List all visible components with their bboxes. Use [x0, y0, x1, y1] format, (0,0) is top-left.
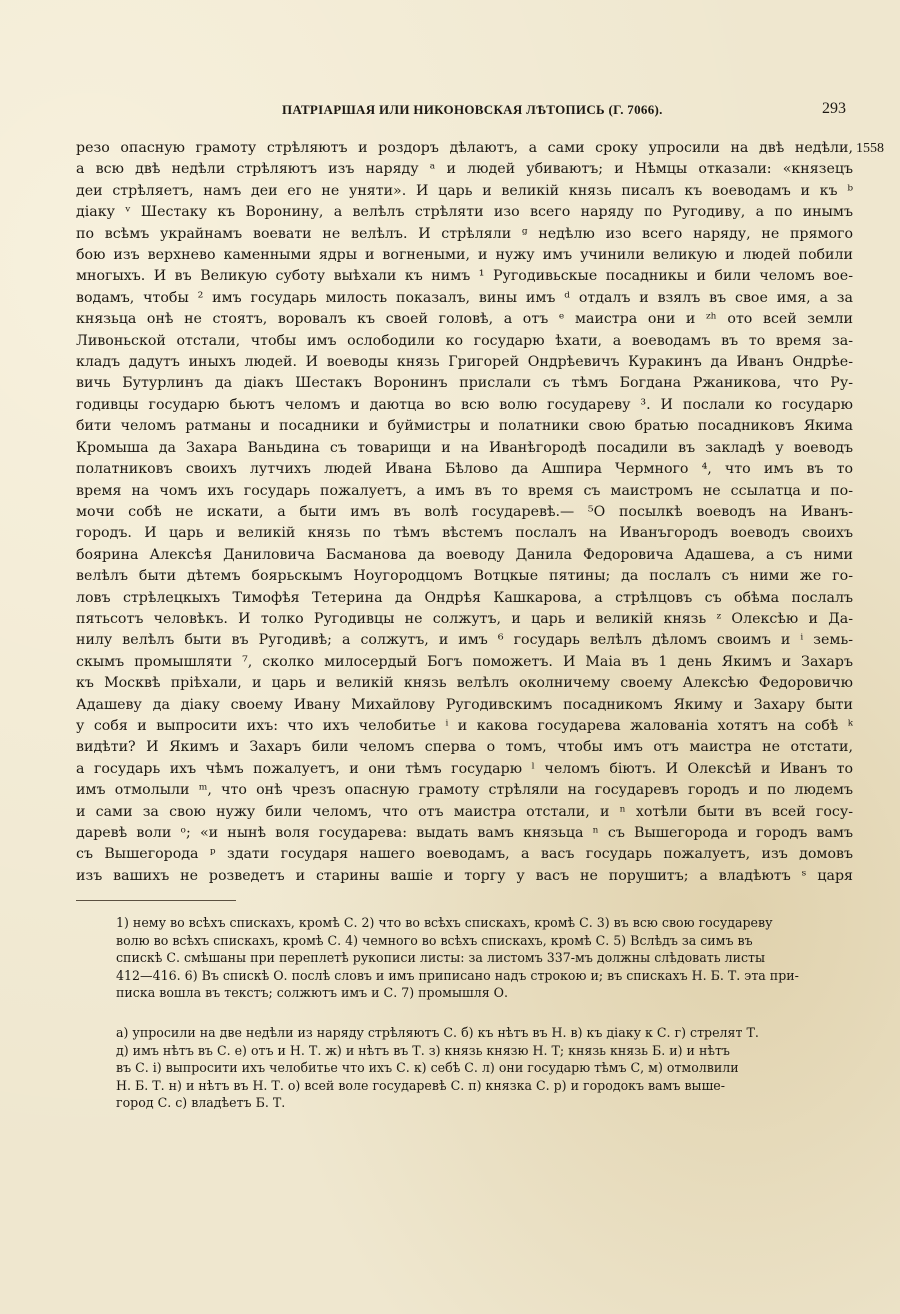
- header-title: ПАТРІАРШАЯ ИЛИ НИКОНОВСКАЯ ЛѢТОПИСЬ (Г. 7066).: [282, 102, 663, 117]
- text-line: Ливоньской отстали, чтобы имъ ослободили ко государю ѣхати, а воеводамъ въ то время за-: [76, 332, 853, 349]
- text-line: кладъ дадутъ иныхъ людей. И воеводы князь Григорей Ондрѣевичъ Куракинъ да Иванъ Ондрѣе-: [76, 354, 853, 371]
- text-line: Кромыша да Захара Ваньдина съ товарищи и на Иванѣгородѣ посадили въ закладѣ у воеводъ: [76, 439, 853, 456]
- text-line: къ Москвѣ пріѣхали, и царь и великій князь велѣлъ околничему своему Алексѣю Федоровичю: [76, 675, 853, 692]
- text-line: мочи собѣ не искати, а быти имъ въ волѣ государевѣ.— ⁵О посылкѣ воеводъ на Иванъ-: [76, 503, 853, 520]
- text-line: многыхъ. И въ Великую суботу выѣхали къ нимъ ¹ Ругодивьскые посадникы и били челомъ вое-: [76, 268, 853, 285]
- text-line: водамъ, чтобы ² имъ государь милость показалъ, вины имъ ᵈ отдалъ и взялъ въ свое имя, а за: [76, 289, 853, 306]
- text-line: у собя и выпросити ихъ: что ихъ челобитье ⁱ и какова государева жалованіа хотятъ на собѣ ᵏ: [76, 717, 853, 734]
- text-line: бою изъ верхнево каменными ядры и вогнеными, и нужу имъ учинили великую и людей побили: [76, 247, 853, 264]
- text-line: полатниковъ своихъ лутчихъ людей Ивана Бѣлово да Ашпира Чермного ⁴, что имъ въ то: [76, 461, 853, 478]
- text-line: вичь Бутурлинъ да діакъ Шестакъ Воронинъ прислали съ тѣмъ Богдана Ржаникова, что Ру-: [76, 375, 853, 392]
- variant-note-line: въ С. і) выпросити ихъ челобитье что ихъ С. к) себѣ С. л) они государю тѣмъ С, м) отмолвили: [116, 1060, 739, 1076]
- footnote-divider: [76, 900, 236, 901]
- text-line: деи стрѣляетъ, намъ деи его не уняти». И царь и великій князь писалъ къ воеводамъ и къ ᵇ: [76, 182, 853, 199]
- text-line: время на чомъ ихъ государь пожалуетъ, а имъ въ то время съ маистромъ не ссылатца и по-: [76, 482, 853, 499]
- text-line: по всѣмъ украйнамъ воевати не велѣлъ. И стрѣляли ᵍ недѣлю изо всего наряду, не прямого: [76, 225, 853, 242]
- text-line: и сами за свою нужу били челомъ, что отъ маистра отстали, и ⁿ хотѣли быти въ всей госу-: [76, 803, 853, 820]
- text-line: годивцы государю бьютъ челомъ и даютца во всю волю государеву ³. И послали ко государю: [76, 396, 853, 413]
- footnote-line: спискѣ С. смѣшаны при переплетѣ рукописи листы: за листомъ 337-мъ должны слѣдовать листы: [116, 950, 766, 966]
- text-line: съ Вышегорода ᵖ здати государя нашего воеводамъ, а васъ государь пожалуетъ, изъ домовъ: [76, 846, 853, 863]
- text-line: резо опасную грамоту стрѣляютъ и роздоръ дѣлаютъ, а сами сроку упросили на двѣ недѣли,: [76, 140, 853, 156]
- text-line: даревѣ воли ᵒ; «и нынѣ воля государева: выдать вамъ князьца ⁿ съ Вышегорода и городъ вамъ: [76, 825, 853, 841]
- text-line: изъ вашихъ не розведетъ и старины вашіе и торгу у васъ не порушитъ; а владѣютъ ˢ царя: [76, 867, 853, 884]
- text-line: имъ отмолыли ᵐ, что онѣ чрезъ опасную грамоту стрѣляли на государевъ городъ и по людемъ: [76, 782, 853, 799]
- text-line: Адашеву да діаку своему Ивану Михайлову Ругодивскимъ посадникомъ Якиму и Захару быти: [76, 696, 853, 713]
- variant-note-line: д) имъ нѣтъ въ С. е) отъ и Н. Т. ж) и нѣтъ въ Т. з) князь князю Н. Т; князь князь Б. и) и нѣтъ: [116, 1042, 730, 1058]
- margin-year: 1558: [856, 141, 884, 156]
- footnotes-lettered: [116, 1024, 853, 1112]
- text-line: скымъ промышляти ⁷, сколко милосердый Богъ поможетъ. И Маіа въ 1 день Якимъ и Захаръ: [76, 653, 853, 670]
- text-line: бити челомъ ратманы и посадники и буймистры и полатники свою братью посадниковъ Якима: [76, 418, 853, 435]
- text-line: нилу велѣлъ быти въ Ругодивѣ; а солжутъ, и имъ ⁶ государь велѣлъ дѣломъ своимъ и ⁱ земь-: [76, 632, 853, 649]
- text-line: велѣлъ быти дѣтемъ боярьскымъ Ноугородцомъ Вотцкые пятины; да послалъ съ ними же го-: [76, 568, 853, 585]
- footnotes-numbered: [116, 914, 853, 1002]
- variant-note-line: Н. Б. Т. н) и нѣтъ въ Н. Т. о) всей воле государевѣ С. п) князка С. р) и городокъ вамъ выше-: [116, 1077, 725, 1093]
- text-line: а всю двѣ недѣли стрѣляютъ изъ наряду ᵃ и людей убиваютъ; и Нѣмцы отказали: «князецъ: [76, 161, 853, 178]
- running-header: [0, 102, 900, 126]
- main-text-body: [76, 138, 853, 887]
- text-line: діаку ᵛ Шестаку къ Воронину, а велѣлъ стрѣляти изо всего наряду по Ругодиву, а по инымъ: [76, 204, 853, 221]
- page-number: 293: [822, 100, 846, 117]
- text-line: боярина Алексѣя Даниловича Басманова да воеводу Данила Федоровича Адашева, а съ ними: [76, 546, 853, 563]
- footnote-line: писка вошла въ текстъ; солжютъ имъ и С. 7) промышля О.: [116, 985, 508, 1001]
- variant-note-line: город С. с) владѣетъ Б. Т.: [116, 1095, 286, 1111]
- text-line: пятьсотъ человѣкъ. И толко Ругодивцы не солжутъ, и царь и великій князь ᶻ Олексѣю и Да-: [76, 610, 853, 627]
- text-line: а государь ихъ чѣмъ пожалуетъ, и они тѣмъ государю ˡ челомъ біютъ. И Олексѣй и Иванъ то: [76, 760, 853, 777]
- footnote-line: 412—416. 6) Въ спискѣ О. послѣ словъ и имъ приписано надъ строкою и; въ спискахъ Н. Б. Т. эта при-: [116, 967, 799, 983]
- text-line: видѣти? И Якимъ и Захаръ били челомъ сперва о томъ, чтобы имъ отъ маистра не отстати,: [76, 739, 853, 756]
- text-line: ловъ стрѣлецкыхъ Тимофѣя Тетерина да Ондрѣя Кашкарова, а стрѣлцовъ съ обѣма послалъ: [76, 589, 853, 606]
- text-line: городъ. И царь и великій князь по тѣмъ вѣстемъ послалъ на Иванъгородъ воеводъ своихъ: [76, 525, 853, 542]
- variant-note-line: а) упросили на две недѣли из наряду стрѣляютъ С. б) къ нѣтъ въ Н. в) къ діаку к С. г) стрелят Т.: [116, 1025, 759, 1040]
- footnote-line: волю во всѣхъ спискахъ, кромѣ С. 4) чемного во всѣхъ спискахъ, кромѣ С. 5) Вслѣдъ за симъ въ: [116, 932, 753, 948]
- text-line: князьца онѣ не стоятъ, воровалъ къ своей головѣ, а отъ ᵉ маистра они и ᶻʰ ото всей земли: [76, 311, 853, 328]
- footnote-line: 1) нему во всѣхъ спискахъ, кромѣ С. 2) что во всѣхъ спискахъ, кромѣ С. 3) въ всю свою государеву: [116, 915, 773, 930]
